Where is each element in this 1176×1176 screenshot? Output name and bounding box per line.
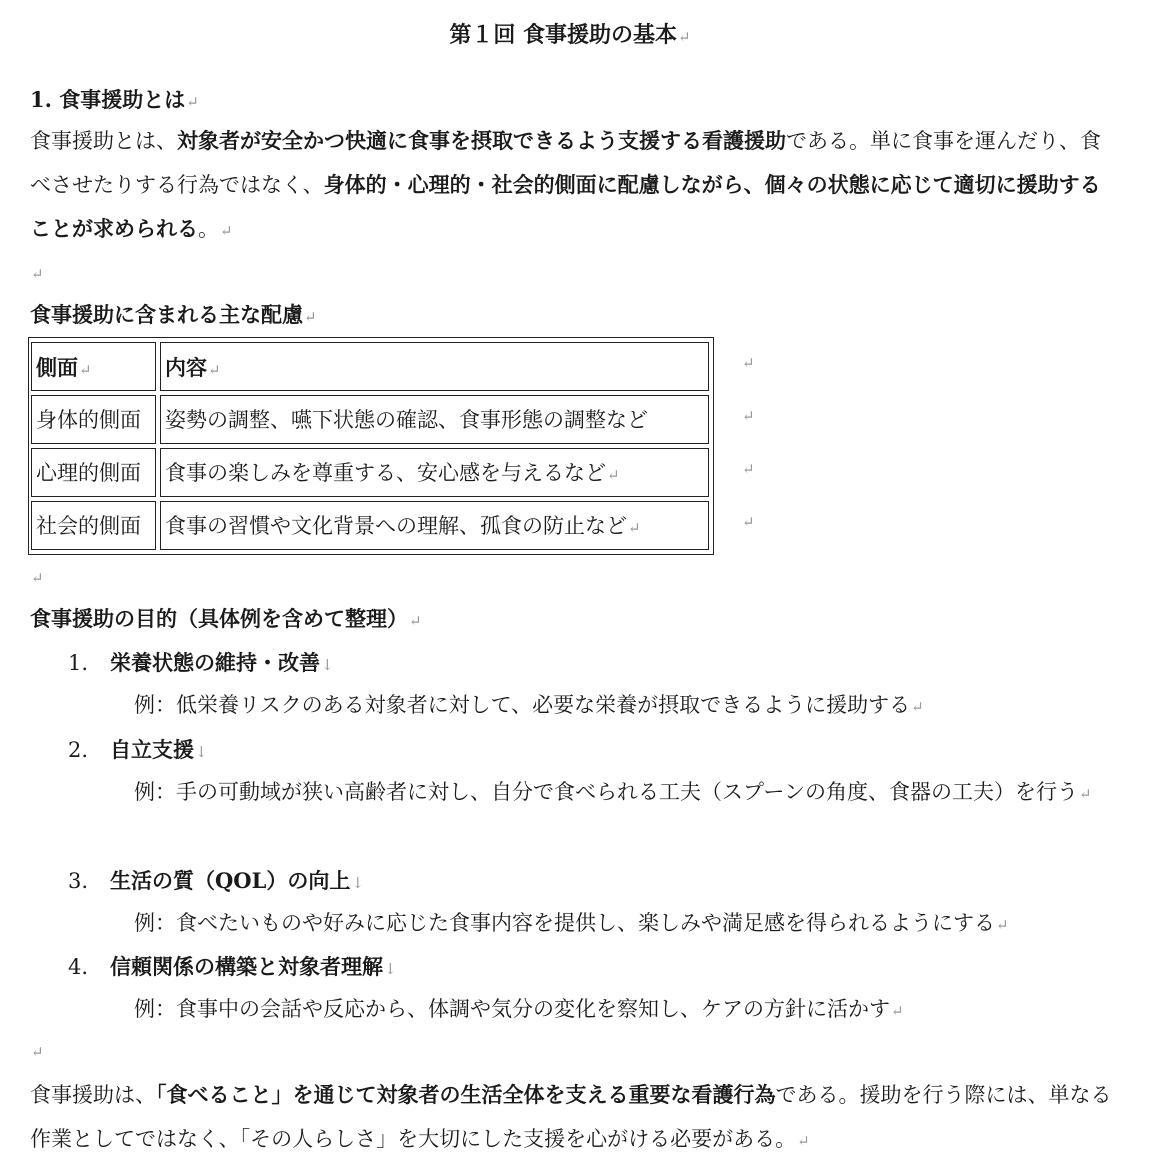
- segment: である。単に食事を運んだり、食べさせたりする行為ではなく、: [30, 129, 1101, 197]
- paragraph-mark: ↵: [797, 1132, 810, 1150]
- empty-paragraph: [30, 262, 44, 284]
- paragraph-mark: ↵: [220, 222, 233, 240]
- purpose-item-example: 例：食べたいものや好みに応じた食事内容を提供し、楽しみや満足感を得られるようにする↵: [134, 911, 1009, 935]
- line-break-mark: ↓: [321, 656, 334, 674]
- purpose-item-example: 例：手の可動域が狭い高齢者に対し、自分で食べられる工夫（スプーンの角度、食器の工夫）を行う↵: [134, 780, 1092, 804]
- purpose-item-example: 例：食事中の会話や反応から、体調や気分の変化を察知し、ケアの方針に活かす↵: [134, 997, 904, 1021]
- paragraph-mark: ↵: [996, 916, 1009, 934]
- considerations-table: [28, 337, 755, 555]
- list-number: 4.: [68, 955, 89, 979]
- purpose-heading: 食事援助の目的（具体例を含めて整理）↵: [30, 606, 422, 631]
- emphasis: 対象者が安全かつ快適に食事を摂取できるよう支援する看護援助: [177, 128, 786, 153]
- list-number: 3.: [68, 869, 89, 893]
- segment: 食事援助とは、: [30, 129, 177, 153]
- paragraph-mark: ↵: [186, 93, 199, 111]
- table-cell: 身体的側面: [31, 395, 156, 444]
- table-header-cell: 側面↵: [31, 342, 156, 391]
- purpose-item-title: 2. 自立支援↓: [68, 735, 208, 767]
- empty-paragraph: [30, 1040, 44, 1062]
- paragraph-mark: ↵: [79, 361, 92, 379]
- table-row: [31, 446, 755, 499]
- table-cell: 食事の習慣や文化背景への理解、孤食の防止など↵: [160, 501, 709, 550]
- table-cell: 社会的側面: [31, 501, 156, 550]
- definition-paragraph: [30, 119, 1120, 253]
- row-end-mark: ↵: [742, 407, 755, 425]
- paragraph-mark: ↵: [208, 361, 221, 379]
- paragraph-mark: ↵: [891, 1002, 904, 1020]
- conclusion-paragraph: [30, 1073, 1120, 1163]
- row-end-mark: ↵: [742, 513, 755, 531]
- purpose-item-title: 1. 栄養状態の維持・改善↓: [68, 648, 334, 680]
- paragraph-mark: ↵: [304, 308, 317, 326]
- row-end-mark: ↵: [742, 460, 755, 478]
- line-break-mark: ↓: [384, 960, 397, 978]
- purpose-item-example: 例：低栄養リスクのある対象者に対して、必要な栄養が摂取できるように援助する↵: [134, 693, 924, 717]
- paragraph-mark: ↵: [31, 569, 44, 587]
- line-break-mark: ↓: [351, 874, 364, 892]
- paragraph-mark: ↵: [911, 698, 924, 716]
- table-row: [31, 499, 755, 552]
- table-header-cell: 内容↵: [160, 342, 709, 391]
- table-heading: 食事援助に含まれる主な配慮↵: [30, 302, 317, 327]
- paragraph-mark: ↵: [31, 1043, 44, 1061]
- empty-paragraph: [30, 566, 44, 588]
- emphasis: 「食べること」を通じて対象者の生活全体を支える重要な看護行為: [156, 1082, 776, 1107]
- purpose-item-title: 3. 生活の質（QOL）の向上↓: [68, 866, 364, 898]
- emphasis: 身体的・心理的・社会的側面に配慮しながら、個々の状態に応じて適切に援助することが求められる: [30, 172, 1101, 241]
- line-break-mark: ↓: [195, 743, 208, 761]
- paragraph-mark: ↵: [628, 519, 641, 537]
- paragraph-mark: ↵: [1078, 785, 1092, 803]
- paragraph-mark: ↵: [409, 612, 422, 630]
- segment: である。援助を行う際には、単なる作業としてではなく、「その人らしさ」を大切にした支援を心がける必要がある。: [30, 1083, 1112, 1151]
- paragraph-mark: ↵: [31, 265, 44, 283]
- row-end-mark: ↵: [742, 354, 755, 372]
- paragraph-mark: ↵: [678, 28, 691, 46]
- table-cell: 心理的側面: [31, 448, 156, 497]
- table-header-row: [31, 340, 755, 393]
- section-heading: 1. 食事援助とは↵: [30, 87, 199, 112]
- segment: 食事援助は、: [30, 1083, 156, 1107]
- table-cell: 食事の楽しみを尊重する、安心感を与えるなど↵: [160, 448, 709, 497]
- purpose-item-title: 4. 信頼関係の構築と対象者理解↓: [68, 952, 397, 984]
- table-cell: 姿勢の調整、嚥下状態の確認、食事形態の調整など: [160, 395, 709, 444]
- list-number: 2.: [68, 738, 89, 762]
- paragraph-mark: ↵: [607, 466, 620, 484]
- segment: 。: [198, 217, 219, 241]
- table-row: [31, 393, 755, 446]
- document-title: 第１回 食事援助の基本↵: [449, 22, 691, 48]
- list-number: 1.: [68, 651, 89, 675]
